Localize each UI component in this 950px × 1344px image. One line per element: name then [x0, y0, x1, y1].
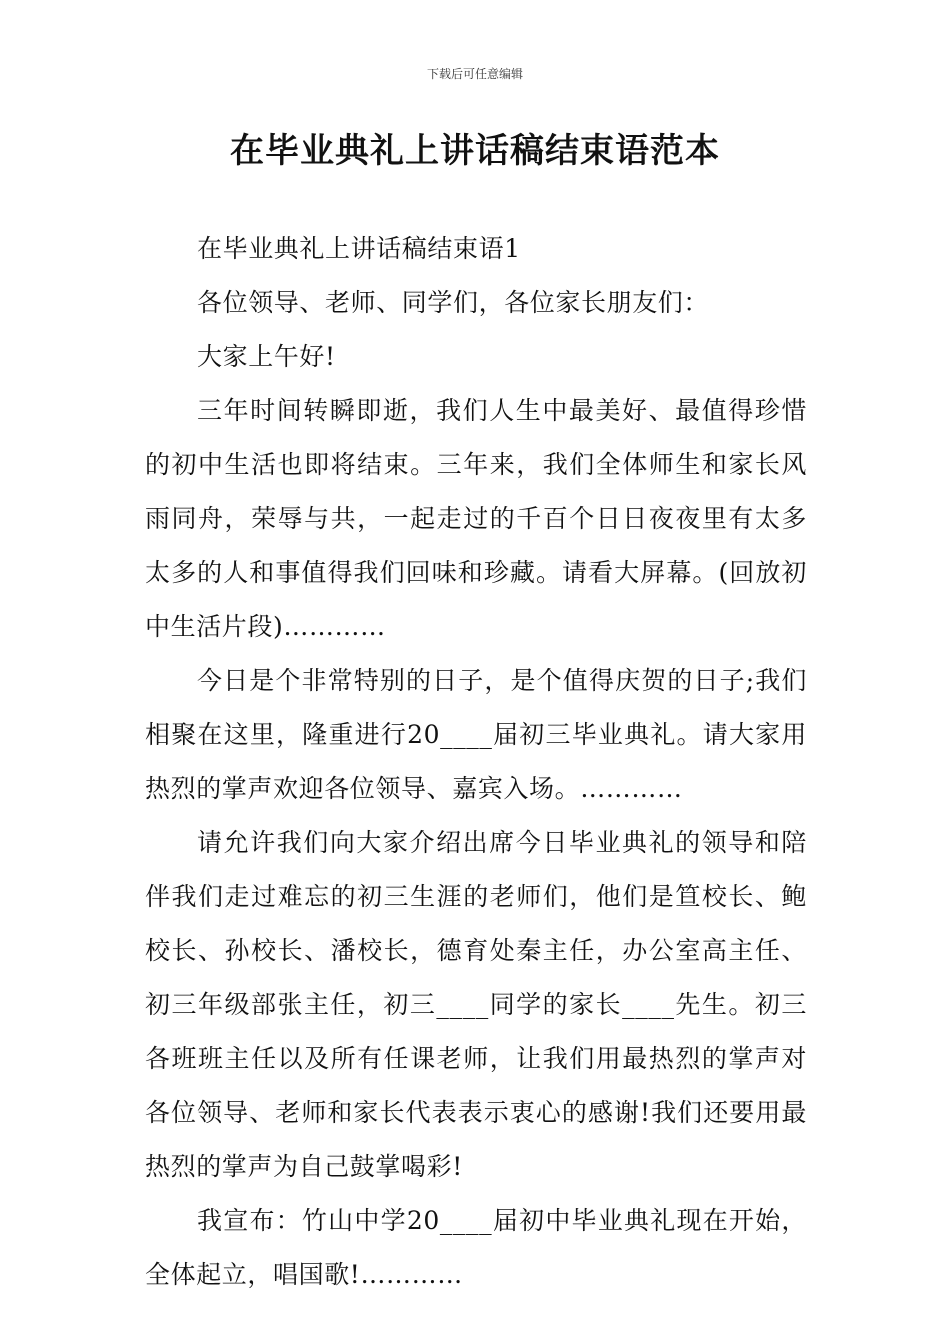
paragraph-greeting: 大家上午好!	[197, 342, 336, 371]
paragraph-subtitle: 在毕业典礼上讲话稿结束语1	[197, 234, 521, 263]
document-title: 在毕业典礼上讲话稿结束语范本	[230, 131, 720, 171]
paragraph-body: 今日是个非常特别的日子，是个值得庆贺的日子;我们相聚在这里，隆重进行20____届初三毕业典礼。请大家用热烈的掌声欢迎各位领导、嘉宾入场。…………	[145, 666, 807, 803]
paragraph-body: 请允许我们向大家介绍出席今日毕业典礼的领导和陪伴我们走过难忘的初三生涯的老师们，他们是笪校长、鲍校长、孙校长、潘校长，德育处秦主任，办公室高主任、初三年级部张主任，初三____同学的家长____先生。初三各班班主任以及所有任课老师，让我们用最热烈的掌声对各位领导、老师和家长代表表示衷心的感谢!我们还要用最热烈的掌声为自己鼓掌喝彩!	[145, 828, 807, 1181]
document-body	[145, 222, 807, 1302]
paragraph-body: 三年时间转瞬即逝，我们人生中最美好、最值得珍惜的初中生活也即将结束。三年来，我们全体师生和家长风雨同舟，荣辱与共，一起走过的千百个日日夜夜里有太多太多的人和事值得我们回味和珍藏。请看大屏幕。(回放初中生活片段)…………	[145, 396, 807, 641]
paragraph-body: 我宣布：竹山中学20____届初中毕业典礼现在开始，全体起立，唱国歌!…………	[145, 1206, 807, 1289]
header-note: 下载后可任意编辑	[426, 67, 523, 81]
paragraph-salutation: 各位领导、老师、同学们，各位家长朋友们：	[197, 288, 710, 317]
